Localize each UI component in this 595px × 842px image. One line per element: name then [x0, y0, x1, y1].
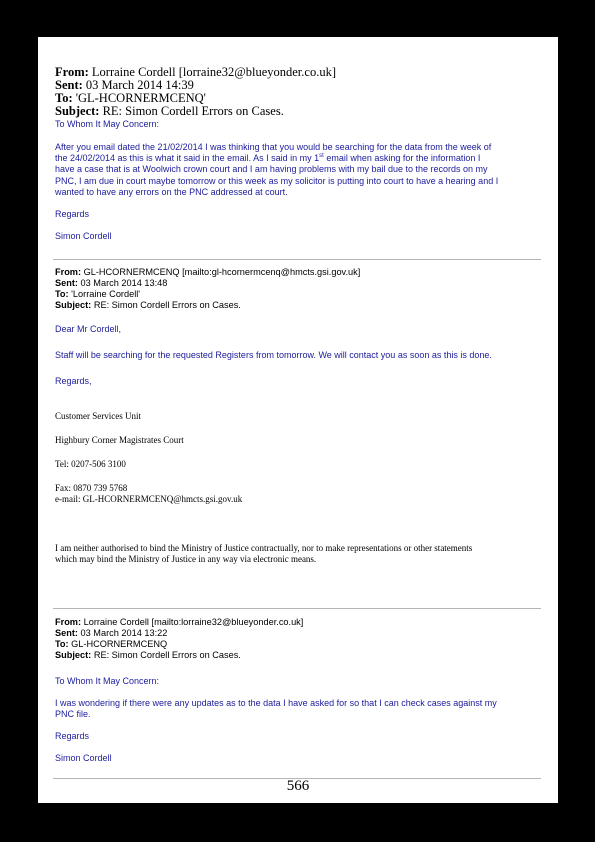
- email3-body: [55, 698, 545, 720]
- email2-closing: Regards,: [55, 376, 92, 386]
- email2-subject-line: [55, 300, 241, 311]
- body-line-part: email when asking for the information I: [323, 153, 481, 164]
- from-value: Lorraine Cordell [mailto:lorraine32@blueyonder.co.uk]: [83, 617, 304, 627]
- email2-fax: Fax: 0870 739 5768: [55, 483, 128, 493]
- body-line: wanted to have any errors on the PNC addressed at court.: [55, 186, 288, 197]
- email2-sent-line: [55, 278, 167, 289]
- from-value: Lorraine Cordell [lorraine32@blueyonder.co.uk]: [91, 65, 336, 79]
- body-line: PNC file.: [55, 709, 91, 720]
- disclaimer-line: I am neither authorised to bind the Ministry of Justice contractually, nor to make representations or other statements: [55, 543, 473, 553]
- body-line: [55, 153, 545, 164]
- email3-closing: Regards: [55, 731, 90, 741]
- sent-value: 03 March 2014 13:48: [80, 278, 168, 288]
- email3-greeting: To Whom It May Concern:: [55, 676, 160, 686]
- sent-label: Sent:: [55, 628, 78, 638]
- page-number: 566: [286, 778, 310, 794]
- email2-to-line: [55, 289, 140, 300]
- body-line: PNC, I am due in court maybe tomorrow or this week as my solicitor is putting into court to have a hearing and I: [55, 175, 499, 186]
- email3-sent-line: [55, 628, 167, 639]
- email2-greeting: Dear Mr Cordell,: [55, 324, 122, 334]
- document-page: [38, 37, 558, 803]
- sent-value: 03 March 2014 14:39: [85, 78, 194, 92]
- email3-to-line: [55, 639, 167, 650]
- body-line-part: the 24/02/2014 as this is what it said in the email. As I said in my 1: [55, 153, 320, 164]
- body-line: After you email dated the 21/02/2014 I was thinking that you would be searching for the data from the week of: [55, 142, 492, 152]
- email1-greeting: To Whom It May Concern:: [55, 119, 160, 129]
- subject-value: RE: Simon Cordell Errors on Cases.: [93, 650, 241, 660]
- email1-subject-line: [55, 105, 284, 118]
- body-line: have a case that is at Woolwich crown court and I am having problems with my bail due to the records on my: [55, 164, 488, 175]
- from-label: From:: [55, 617, 82, 627]
- email3-subject-line: [55, 650, 241, 661]
- from-label: From:: [55, 267, 82, 277]
- to-value: 'GL-HCORNERMCENQ': [75, 91, 206, 105]
- email2-court: Highbury Corner Magistrates Court: [55, 435, 184, 445]
- superscript: st: [319, 153, 324, 160]
- subject-value: RE: Simon Cordell Errors on Cases.: [102, 104, 284, 118]
- from-value: GL-HCORNERMCENQ [mailto:gl-hcornermcenq@hmcts.gsi.gov.uk]: [83, 267, 361, 277]
- email3-signature: Simon Cordell: [55, 753, 112, 763]
- subject-label: Subject:: [55, 104, 100, 118]
- to-label: To:: [55, 91, 73, 105]
- email1-body: [55, 142, 545, 198]
- disclaimer-line: which may bind the Ministry of Justice in any way via electronic means.: [55, 554, 317, 564]
- body-line: I was wondering if there were any updates as to the data I have asked for so that I can check cases against my: [55, 698, 497, 708]
- from-label: From:: [55, 65, 89, 79]
- divider: [53, 608, 541, 609]
- email2-tel: Tel: 0207-506 3100: [55, 459, 126, 469]
- sent-value: 03 March 2014 13:22: [80, 628, 168, 638]
- email2-from-line: [55, 267, 360, 278]
- to-value: GL-HCORNERMCENQ: [71, 639, 168, 649]
- email1-signature: Simon Cordell: [55, 231, 112, 241]
- email2-body: Staff will be searching for the requested Registers from tomorrow. We will contact you as soon as this is done.: [55, 350, 492, 360]
- to-label: To:: [55, 289, 69, 299]
- subject-value: RE: Simon Cordell Errors on Cases.: [93, 300, 241, 310]
- subject-label: Subject:: [55, 300, 92, 310]
- email2-unit: Customer Services Unit: [55, 411, 141, 421]
- email1-closing: Regards: [55, 209, 90, 219]
- to-value: 'Lorraine Cordell': [71, 289, 141, 299]
- to-label: To:: [55, 639, 69, 649]
- sent-label: Sent:: [55, 278, 78, 288]
- divider: [53, 259, 541, 260]
- email3-from-line: [55, 617, 303, 628]
- subject-label: Subject:: [55, 650, 92, 660]
- sent-label: Sent:: [55, 78, 83, 92]
- email2-email: e-mail: GL-HCORNERMCENQ@hmcts.gsi.gov.uk: [55, 494, 243, 504]
